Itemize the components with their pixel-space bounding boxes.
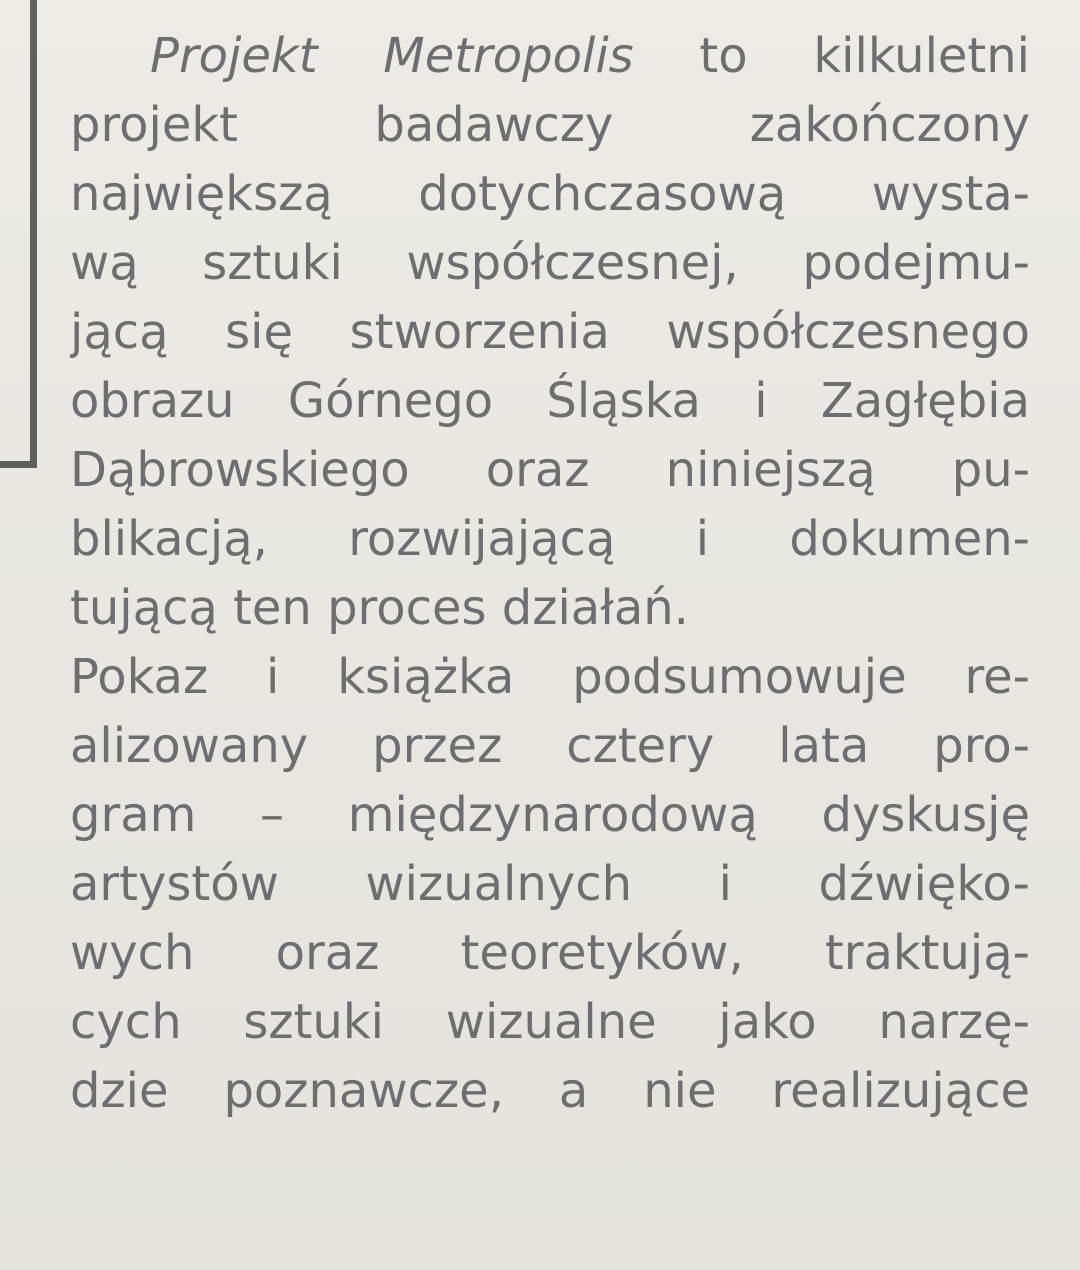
text-line: alizowany przez cztery lata pro- (70, 718, 1030, 774)
text-line: artystów wizualnych i dźwięko- (70, 856, 1030, 912)
text-line: blikacją, rozwijającą i dokumen- (70, 511, 1030, 567)
text-line (70, 22, 1030, 91)
text-line: gram – międzynarodową dyskusję (70, 787, 1030, 843)
text-line: dzie poznawcze, a nie realizujące (70, 1063, 1030, 1119)
text-line: wą sztuki współczesnej, podejmu- (70, 235, 1030, 291)
text-line: największą dotychczasową wysta- (70, 166, 1030, 222)
margin-bracket-horizontal-rule (0, 461, 37, 468)
project-title: Projekt Metropolis (150, 28, 634, 84)
text-line: jącą się stworzenia współczesnego (70, 304, 1030, 360)
body-text (70, 22, 1030, 1126)
text-line: cych sztuki wizualne jako narzę- (70, 994, 1030, 1050)
text-line: obrazu Górnego Śląska i Zagłębia (70, 373, 1030, 429)
text-line: Dąbrowskiego oraz niniejszą pu- (70, 442, 1030, 498)
paragraph-2 (70, 643, 1030, 1126)
text-line: projekt badawczy zakończony (70, 97, 1030, 153)
text-fragment: to kilkuletni (633, 28, 1030, 84)
text-line: wych oraz teoretyków, traktują- (70, 925, 1030, 981)
text-line: tującą ten proces działań. (70, 580, 689, 636)
text-line: Pokaz i książka podsumowuje re- (70, 649, 1030, 705)
paragraph-1 (70, 22, 1030, 643)
margin-bracket-vertical-rule (30, 0, 37, 468)
